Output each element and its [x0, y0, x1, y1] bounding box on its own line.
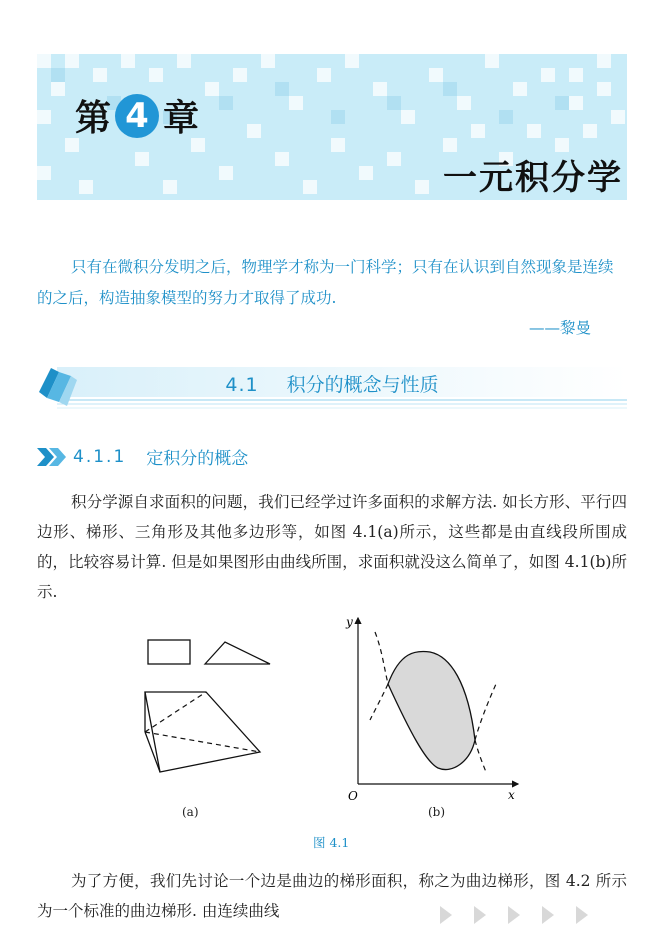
chapter-heading — [75, 90, 199, 141]
subsection-title: 定积分的概念 — [146, 449, 249, 469]
triangle-shape — [205, 642, 270, 664]
origin-label: O — [348, 789, 358, 802]
body-paragraph: 积分学源自求面积的问题，我们已经学过许多面积的求解方法. 如长方形、平行四边形、梯形、三角形及其他多边形等，如图 4.1(a)所示，这些都是由直线段所围成的，比较容易计算. 但是如果图形由曲线所围，求面积就没这么简单了，如图 4.1(b)所示. — [37, 493, 627, 601]
chapter-prefix: 第 — [75, 97, 112, 139]
figure-b-caption: (b) — [428, 805, 446, 819]
curve-extension-dashed — [375, 632, 388, 684]
chevron-right-icon — [542, 906, 554, 924]
quadrilateral-shape — [145, 692, 260, 772]
figure-a-polygons — [140, 630, 280, 780]
subsection-heading — [37, 444, 248, 469]
chevron-right-icon — [440, 906, 452, 924]
chevron-right-icon — [474, 906, 486, 924]
body-paragraph: 为了方便，我们先讨论一个边是曲边的梯形面积，称之为曲边梯形，图 4.2 所示为一个标准的曲边梯形. 由连续曲线 — [37, 872, 627, 920]
chapter-number-badge: 4 — [115, 94, 159, 138]
curve-extension-dashed — [370, 684, 388, 720]
polygon-edge — [145, 732, 160, 772]
x-axis-label: x — [508, 788, 515, 802]
curve-extension-dashed — [475, 740, 486, 772]
section-header — [37, 362, 627, 412]
chapter-title: 一元积分学 — [443, 158, 623, 198]
rectangle-shape — [148, 640, 190, 664]
diagonal-dashed — [145, 732, 260, 752]
curve-extension-dashed — [475, 684, 496, 740]
more-indicator — [440, 906, 588, 924]
chevron-right-icon — [576, 906, 588, 924]
figure-label: 图 4.1 — [313, 835, 350, 850]
epigraph-author: ——黎曼 — [528, 319, 591, 337]
y-axis-label: y — [346, 615, 353, 629]
double-chevron-icon — [37, 448, 67, 466]
chapter-banner — [37, 54, 627, 200]
figure-b-curved-region — [340, 612, 525, 802]
epigraph-text: 只有在微积分发明之后，物理学才称为一门科学；只有在认识到自然现象是连续的之后，构造抽象模型的努力才取得了成功. — [37, 258, 614, 307]
section-title: 积分的概念与性质 — [286, 374, 439, 396]
chevron-right-icon — [508, 906, 520, 924]
subsection-number: 4.1.1 — [73, 446, 127, 467]
figure-a-caption: (a) — [182, 805, 199, 819]
diagonal-dashed — [145, 692, 206, 732]
chapter-suffix: 章 — [163, 97, 200, 139]
shaded-region — [388, 651, 475, 769]
section-number: 4.1 — [225, 374, 259, 396]
